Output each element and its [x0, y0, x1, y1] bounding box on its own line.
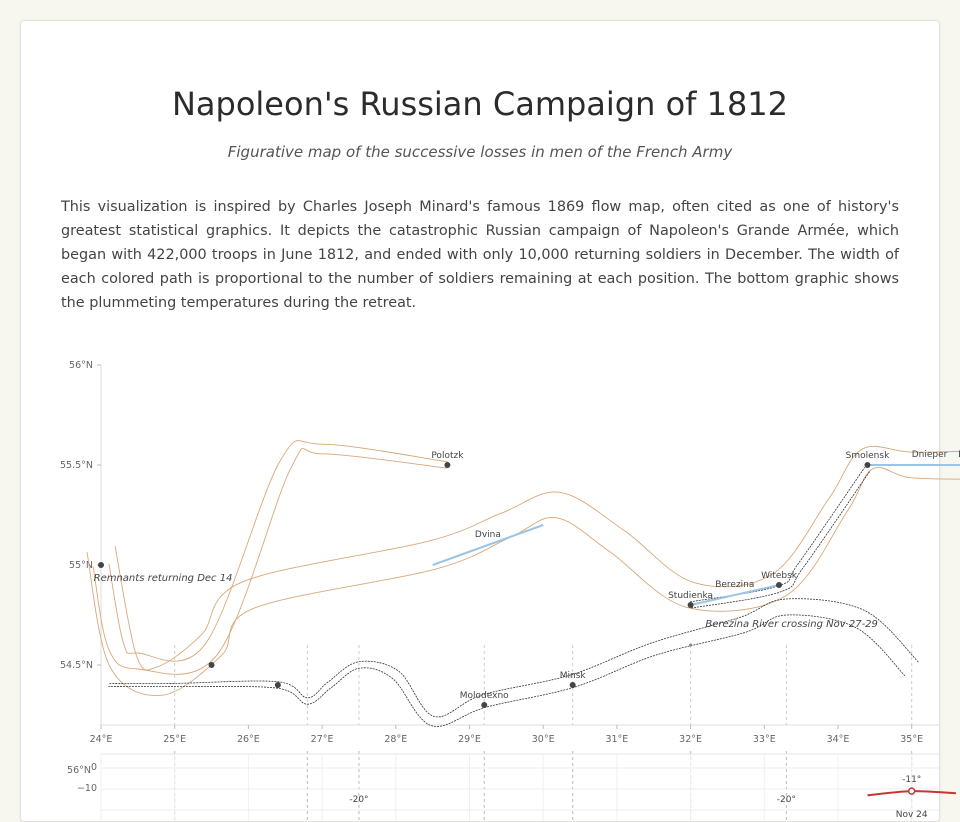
city-label: Polotzk	[431, 451, 464, 461]
river-label: Dvina	[474, 530, 501, 540]
annotations	[94, 450, 960, 647]
city-marker	[98, 562, 104, 568]
temperature-value-label: -11°	[902, 775, 922, 785]
river-label: Dnieper	[911, 450, 948, 460]
page-subtitle: Figurative map of the successive losses in men of the French Army	[227, 143, 733, 161]
city-marker	[275, 682, 281, 688]
map-axes	[60, 360, 939, 745]
temperature-value-label: -20°	[776, 795, 797, 805]
river-label: Berezina	[715, 580, 755, 590]
x-tick-label: 32°E	[679, 734, 703, 745]
x-tick-label: 26°E	[236, 734, 260, 745]
annotation-text: Remnants returning Dec 14	[93, 573, 233, 584]
rivers	[433, 465, 960, 605]
temperature-value-label: -20°	[349, 795, 369, 805]
y-tick-label: 55°N	[69, 560, 93, 571]
retreat-path-edge	[108, 599, 918, 717]
retreat-path-edge	[108, 615, 905, 727]
advance-path-edge	[109, 441, 448, 662]
y-tick-label: 54.5°N	[59, 660, 93, 671]
x-tick-label: 25°E	[163, 734, 187, 745]
x-tick-label: 34°E	[826, 734, 850, 745]
temperature-date-label: Nov 24	[895, 810, 928, 820]
temp-tick-label: −10	[76, 783, 97, 794]
city-label: Witebsk	[761, 571, 797, 581]
y-tick-label: 55.5°N	[59, 460, 93, 471]
city-label: Studienka	[668, 591, 714, 601]
temp-tick-label: 56°N	[67, 765, 91, 776]
intro-paragraph: This visualization is inspired by Charles Joseph Minard's famous 1869 flow map, often cited as one of history's greatest statistical graphics. It depicts the catastrophic Russian campaign of Napoleon's Grande Armée, which began with 422,000 troops in June 1812, and ended with only 10,000 returning soldiers in December. The width of each colored path is proportional to the number of soldiers remaining at each position. The bottom graphic shows the plummeting temperatures during the retreat.	[61, 199, 899, 311]
temperature-chart	[67, 754, 956, 821]
campaign-chart	[21, 21, 948, 821]
x-tick-label: 27°E	[310, 734, 334, 745]
temp-tick-label: 0	[90, 762, 97, 773]
x-tick-label: 33°E	[752, 734, 776, 745]
y-tick-label: 56°N	[69, 360, 93, 371]
city-marker	[444, 462, 450, 468]
x-tick-label: 35°E	[900, 734, 924, 745]
x-tick-label: 31°E	[605, 734, 629, 745]
page-title: Napoleon's Russian Campaign of 1812	[171, 85, 789, 123]
x-tick-label: 30°E	[531, 734, 555, 745]
city-marker	[864, 462, 870, 468]
temperature-point	[909, 788, 915, 794]
city-label: Molodexno	[459, 691, 509, 701]
city-marker	[688, 602, 694, 608]
x-tick-label: 24°E	[89, 734, 113, 745]
crossing-marker	[689, 644, 692, 647]
x-tick-label: 28°E	[384, 734, 408, 745]
city-marker	[776, 582, 782, 588]
city-marker	[209, 662, 215, 668]
annotation-text: Berezina River crossing Nov 27-29	[705, 619, 878, 630]
city-marker	[481, 702, 487, 708]
x-tick-label: 29°E	[458, 734, 481, 745]
city-label: Smolensk	[845, 451, 890, 461]
city-marker	[570, 682, 576, 688]
content-card	[20, 20, 948, 822]
city-label: Minsk	[559, 671, 586, 681]
